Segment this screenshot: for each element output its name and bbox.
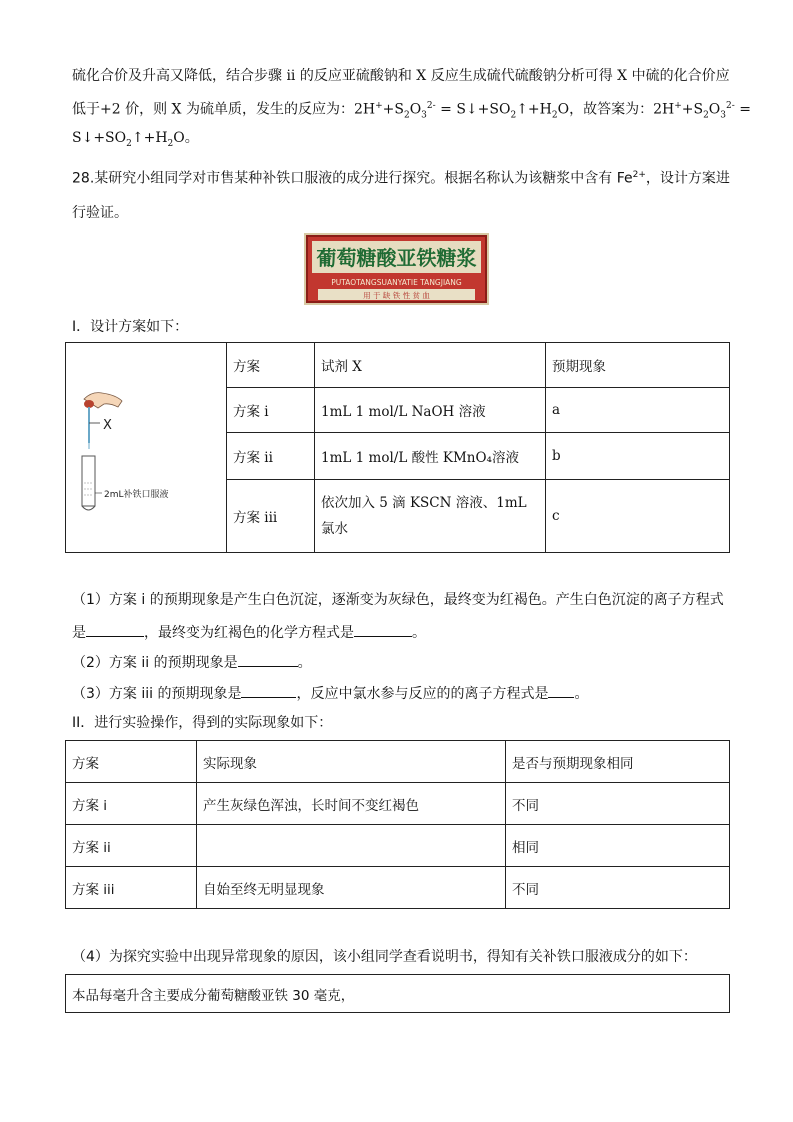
answer-blank[interactable] (548, 683, 574, 698)
t1-header-expected: 预期现象 (546, 343, 730, 388)
t2-cell: 方案 iii (66, 867, 197, 909)
t2-header-same: 是否与预期现象相同 (506, 741, 730, 783)
t1-cell: 依次加入 5 滴 KSCN 溶液、1mL 氯水 (315, 479, 546, 552)
question-1-line-2: 是 ，最终变为红褐色的化学方程式是 。 (72, 622, 426, 643)
t1-cell: 方案 iii (227, 479, 315, 552)
instruction-text: 本品每毫升含主要成分葡萄糖酸亚铁 30 毫克， (66, 975, 730, 1013)
t1-cell: 方案 ii (227, 433, 315, 479)
question-3: （3）方案 iii 的预期现象是 ，反应中氯水参与反应的的离子方程式是 。 (72, 683, 588, 704)
section-i-heading: I．设计方案如下： (72, 319, 189, 335)
t2-cell: 产生灰绿色浑浊，长时间不变红褐色 (197, 783, 506, 825)
reagent-x-label: X (103, 418, 112, 433)
t2-cell: 相同 (506, 825, 730, 867)
answer-blank[interactable] (354, 622, 412, 637)
question-1-line-1: （1）方案 i 的预期现象是产生白色沉淀，逐渐变为灰绿色，最终变为红褐色。产生白色沉淀的离子方程式 (72, 592, 724, 608)
answer-blank[interactable] (241, 683, 296, 698)
t1-cell: c (546, 479, 730, 552)
banner-title: 葡萄糖酸亚铁糖浆 (316, 246, 477, 270)
t1-cell: b (546, 433, 730, 479)
answer-blank[interactable] (86, 622, 144, 637)
t1-cell: 1mL 1 mol/L 酸性 KMnO₄溶液 (315, 433, 546, 479)
t1-cell: a (546, 388, 730, 433)
table-row (66, 783, 730, 825)
t1-header-plan: 方案 (227, 343, 315, 388)
t2-cell: 方案 ii (66, 825, 197, 867)
t2-header-actual: 实际现象 (197, 741, 506, 783)
t1-header-reagent: 试剂 X (315, 343, 546, 388)
product-label-image (304, 233, 489, 305)
t2-cell: 不同 (506, 783, 730, 825)
test-tube-diagram-cell (66, 343, 227, 553)
design-table (65, 342, 730, 553)
instruction-box (65, 974, 730, 1013)
answer-blank[interactable] (238, 652, 298, 667)
t1-cell: 方案 i (227, 388, 315, 433)
intro-line-3: $S↓+SO_2↑+H_2O$。 (72, 130, 199, 149)
table-row (66, 867, 730, 909)
test-tube-diagram (66, 343, 226, 548)
question-4: （4）为探究实验中出现异常现象的原因，该小组同学查看说明书，得知有关补铁口服液成分的如下： (72, 949, 697, 965)
result-table (65, 740, 730, 909)
banner-pinyin: PUTAOTANGSUANYATIE TANGJIANG (331, 278, 462, 287)
t2-cell: 自始至终无明显现象 (197, 867, 506, 909)
t2-cell: 不同 (506, 867, 730, 909)
intro-line-2: 低于+2 价，则 X 为硫单质，发生的反应为：$2H^++S_2O_3^{2-}$ = $S↓+SO_2↑+H_2O$，故答案为：$2H^++S_2O_3^{2-}$ = (72, 101, 751, 121)
t2-header-plan: 方案 (66, 741, 197, 783)
q28-line-2: 行验证。 (72, 205, 128, 221)
section-ii-heading: II．进行实验操作，得到的实际现象如下： (72, 715, 333, 731)
t1-cell: 1mL 1 mol/L NaOH 溶液 (315, 388, 546, 433)
test-tube-label: 2mL补铁口服液 (104, 490, 169, 500)
intro-line-1: 硫化合价及升高又降低，结合步骤 ii 的反应亚硫酸钠和 X 反应生成硫代硫酸钠分析可得 X 中硫的化合价应 (72, 68, 730, 84)
banner-bottom-text: 用 于 缺 铁 性 贫 血 (363, 291, 430, 300)
table-row (66, 825, 730, 867)
q28-line-1: 28.某研究小组同学对市售某种补铁口服液的成分进行探究。根据名称认为该糖浆中含有 $Fe^{2+}$，设计方案进 (72, 170, 730, 187)
t2-cell (197, 825, 506, 867)
question-2: （2）方案 ii 的预期现象是 。 (72, 652, 312, 673)
t2-cell: 方案 i (66, 783, 197, 825)
